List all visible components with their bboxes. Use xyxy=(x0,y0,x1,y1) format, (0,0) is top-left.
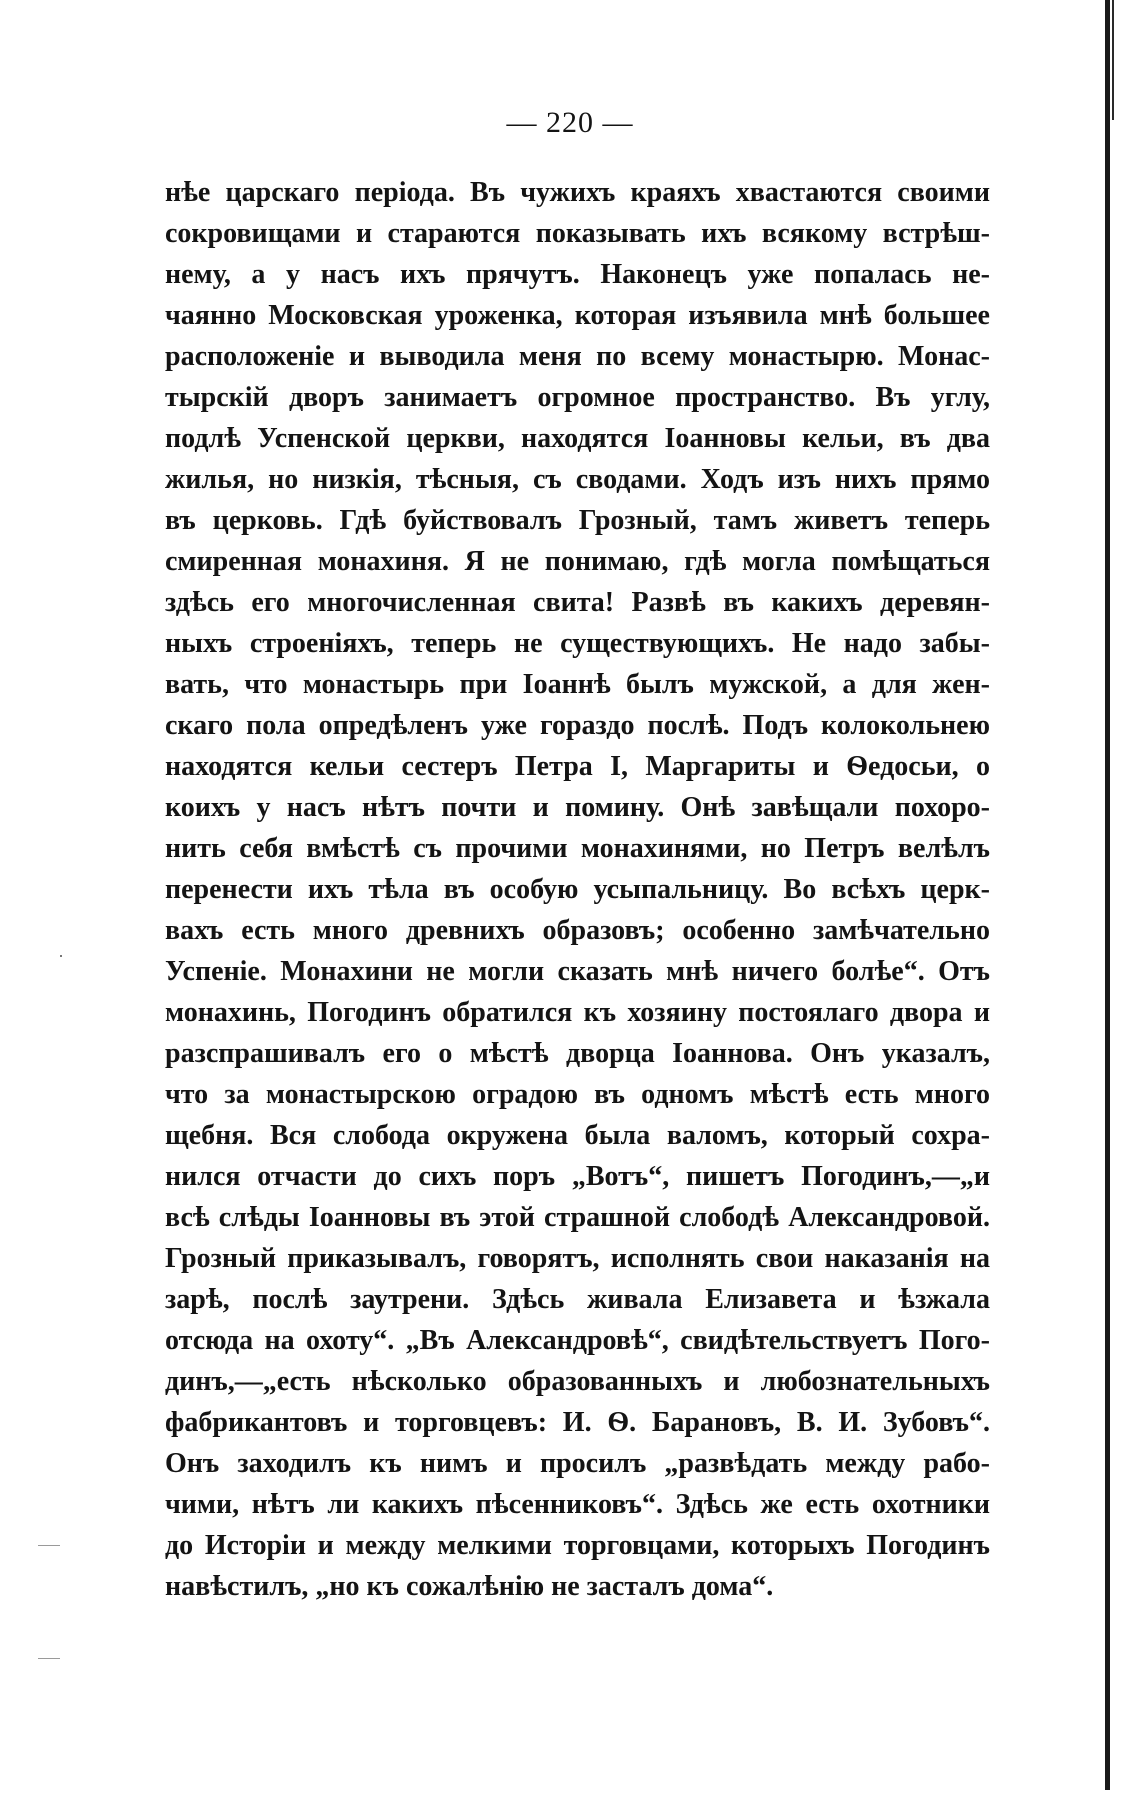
text-line: здѣсь его многочисленная свита! Развѣ въ какихъ деревян- xyxy=(165,587,990,618)
margin-mark xyxy=(38,1658,60,1659)
text-line: щебня. Вся слобода окружена была валомъ, который сохра- xyxy=(165,1120,990,1151)
text-line: коихъ у насъ нѣтъ почти и помину. Онѣ завѣщали похоро- xyxy=(165,792,990,823)
text-line: всѣ слѣды Іоанновы въ этой страшной слободѣ Александровой. xyxy=(165,1202,990,1233)
text-line: смиренная монахиня. Я не понимаю, гдѣ могла помѣщаться xyxy=(165,546,990,577)
text-line: навѣстилъ, „но къ сожалѣнію не засталъ дома“. xyxy=(165,1571,774,1602)
text-line: фабрикантовъ и торговцевъ: И. Ѳ. Барановъ, В. И. Зубовъ“. xyxy=(165,1407,990,1438)
text-line: сокровищами и стараются показывать ихъ всякому встрѣш- xyxy=(165,218,990,249)
text-line: скаго пола опредѣленъ уже гораздо послѣ. Подъ колокольнею xyxy=(165,710,990,741)
text-line: нѣе царскаго періода. Въ чужихъ краяхъ хвастаются своими xyxy=(165,177,990,208)
binding-edge-rule xyxy=(1105,0,1110,1790)
text-line: жилья, но низкія, тѣсныя, съ сводами. Ходъ изъ нихъ прямо xyxy=(165,464,990,495)
text-line: динъ,—„есть нѣсколько образованныхъ и любознательныхъ xyxy=(165,1366,990,1397)
text-line: расположеніе и выводила меня по всему монастырю. Монас- xyxy=(165,341,990,372)
page-number: — 220 — xyxy=(506,106,634,139)
text-line: до Исторіи и между мелкими торговцами, которыхъ Погодинъ xyxy=(165,1530,990,1561)
text-line: монахинь, Погодинъ обратился къ хозяину постоялаго двора и xyxy=(165,997,990,1028)
text-line: подлѣ Успенской церкви, находятся Іоанновы кельи, въ два xyxy=(165,423,990,454)
text-line: чаянно Московская уроженка, которая изъявила мнѣ большее xyxy=(165,300,990,331)
text-line: вахъ есть много древнихъ образовъ; особенно замѣчательно xyxy=(165,915,990,946)
text-line: нить себя вмѣстѣ съ прочими монахинями, но Петръ велѣлъ xyxy=(165,833,990,864)
text-line: тырскій дворъ занимаетъ огромное пространство. Въ углу, xyxy=(165,382,990,413)
text-line: перенести ихъ тѣла въ особую усыпальницу. Во всѣхъ церк- xyxy=(165,874,990,905)
margin-mark xyxy=(38,1545,60,1546)
text-line: находятся кельи сестеръ Петра I, Маргариты и Ѳедосьи, о xyxy=(165,751,990,782)
text-line: нился отчасти до сихъ поръ „Вотъ“, пишетъ Погодинъ,—„и xyxy=(165,1161,990,1192)
text-line: вать, что монастырь при Іоаннѣ былъ мужской, а для жен- xyxy=(165,669,990,700)
text-line: отсюда на охоту“. „Въ Александровѣ“, свидѣтельствуетъ Пого- xyxy=(165,1325,990,1356)
text-line: нему, а у насъ ихъ прячутъ. Наконецъ уже попалась не- xyxy=(165,259,990,290)
text-line: Грозный приказывалъ, говорятъ, исполнять свои наказанія на xyxy=(165,1243,990,1274)
text-line: Успеніе. Монахини не могли сказать мнѣ ничего болѣе“. Отъ xyxy=(165,956,990,987)
binding-edge-rule-thin xyxy=(1112,0,1114,120)
body-text xyxy=(165,172,990,1607)
text-line: разспрашивалъ его о мѣстѣ дворца Іоаннова. Онъ указалъ, xyxy=(165,1038,990,1069)
text-line: зарѣ, послѣ заутрени. Здѣсь живала Елизавета и ѣзжала xyxy=(165,1284,990,1315)
text-line: Онъ заходилъ къ нимъ и просилъ „развѣдать между рабо- xyxy=(165,1448,990,1479)
margin-dot xyxy=(60,955,62,957)
text-line: что за монастырскою оградою въ одномъ мѣстѣ есть много xyxy=(165,1079,990,1110)
text-line: чими, нѣтъ ли какихъ пѣсенниковъ“. Здѣсь же есть охотники xyxy=(165,1489,990,1520)
text-line: въ церковь. Гдѣ буйствовалъ Грозный, тамъ живетъ теперь xyxy=(165,505,990,536)
text-line: ныхъ строеніяхъ, теперь не существующихъ. Не надо забы- xyxy=(165,628,990,659)
